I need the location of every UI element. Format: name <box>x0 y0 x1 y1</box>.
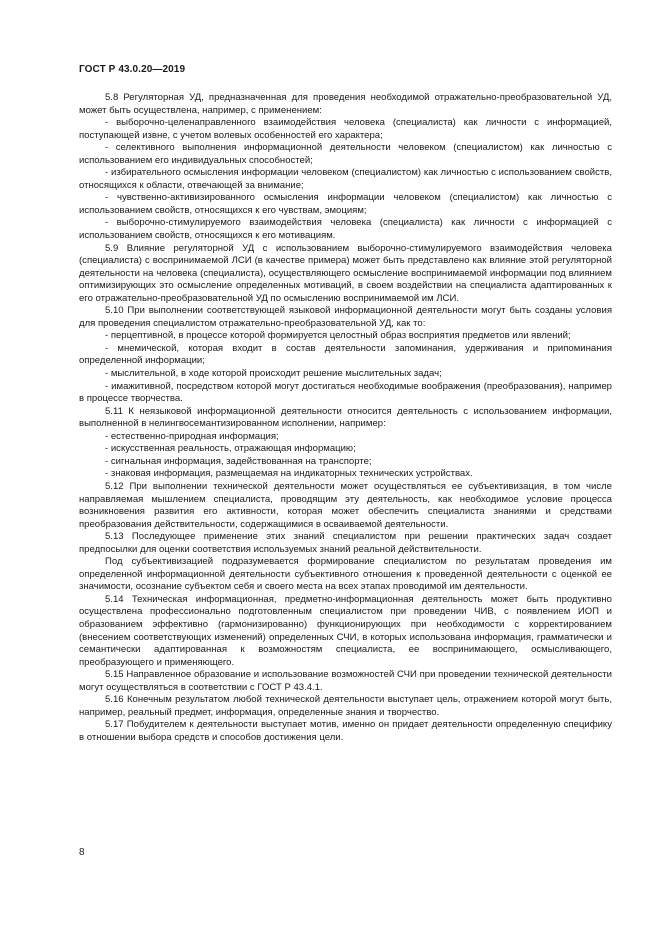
paragraph-5-9: 5.9 Влияние регуляторной УД с использованием выборочно-стимулируемого взаимодействия человека (специалиста) с воспринимаемой ЛСИ (в качестве примера) может быть представлено как влияние этой регуляторной деятельности на человека (специалиста), осуществляющего осмысление воспринимаемой информации под влиянием оптимизирующих это осмысление определенных мотиваций, в своем воздействии на специалиста адаптированных к его отражательно-преобразовательной УД по осмыслению воспринимаемой им ЛСИ. <box>79 242 612 304</box>
list-item: - естественно-природная информация; <box>105 430 279 442</box>
paragraph-subjectivization: Под субъективизацией подразумевается формирование специалистом по результатам проведения им определенной информационной деятельности субъективного отношения к проведенной деятельности с оценкой ее значимости, осознание субъектом себя и своего места на всех этапах проводимой им деятельности. <box>79 556 612 593</box>
list-item: - знаковая информация, размещаемая на индикаторных технических устройствах. <box>105 468 473 480</box>
list-item: - сигнальная информация, задействованная на транспорте; <box>105 455 372 467</box>
list-item: - чувственно-активизированного осмысления информации человеком (специалистом) как личностью с использованием свойств, относящихся к его чувствам, эмоциям; <box>79 192 612 216</box>
list-item: - выборочно-стимулируемого взаимодействия человека (специалиста) как личности с информацией с использованием свойств, относящихся к его мотивациям. <box>79 217 612 242</box>
list-item: - селективного выполнения информационной деятельности человеком (специалистом) как личностью с использованием его индивидуальных способностей; <box>79 142 612 166</box>
page-number: 8 <box>79 847 85 858</box>
list-item: - выборочно-целенаправленного взаимодействия человека (специалиста) как личности с информацией, поступающей извне, с учетом волевых особенностей его характера; <box>79 117 612 141</box>
list-item: - мнемической, которая входит в состав деятельности запоминания, удерживания и припоминания определенной информации; <box>79 342 612 367</box>
document-body <box>79 92 612 744</box>
paragraph-5-10: 5.10 При выполнении соответствующей языковой информационной деятельности могут быть созданы условия для проведения специалистом отражательно-преобразовательной УД, как то: <box>79 305 612 329</box>
paragraph-5-13: 5.13 Последующее применение этих знаний специалистом при решении практических задач создает предпосылки для оценки соответствия используемых знаний реальной действительности. <box>79 531 612 555</box>
paragraph-5-12: 5.12 При выполнении технической деятельности может осуществляться ее субъективизация, в том числе направляемая мышлением специалиста, проводящим эту деятельность, как необходимое условие процесса возникновения развития его активности, которая может обеспечить специалиста знаниями и средствами преобразования действительности, содержащимися в осваиваемой деятельности. <box>79 480 612 530</box>
paragraph-5-15: 5.15 Направленное образование и использование возможностей СЧИ при проведении технической деятельности могут осуществляться в соответствии с ГОСТ Р 43.4.1. <box>79 669 612 693</box>
list-item: - перцептивной, в процессе которой формируется целостный образ восприятия предметов или явлений; <box>105 330 571 342</box>
paragraph-5-14: 5.14 Техническая информационная, предметно-информационная деятельность может быть продуктивно осуществлена профессионально подготовленным специалистом при проведении ЧИВ, с появлением ИОП и образованием эффективно (гармонизированно) функционирующих при необходимости с корректированием (внесением соответствующих изменений) определенных СЧИ, в которых использована информация, грамматически и семантически адаптированная к возможностям специалиста, ее воспринимающего, осмысливающего, преобразующего и применяющего. <box>79 593 612 668</box>
list-item: - искусственная реальность, отражающая информацию; <box>105 443 356 455</box>
list-item: - мыслительной, в ходе которой происходит решение мыслительных задач; <box>105 368 442 380</box>
paragraph-5-17: 5.17 Побудителем к деятельности выступает мотив, именно он придает деятельности определенную специфику в отношении выбора средств и способов достижения цели. <box>79 719 612 743</box>
paragraph-5-8: 5.8 Регуляторная УД, предназначенная для проведения необходимой отражательно-преобразовательной УД, может быть осуществлена, например, с применением: <box>79 92 612 116</box>
paragraph-5-11: 5.11 К неязыковой информационной деятельности относится деятельность с использованием информации, выполненной в нелингвосемантизированном исполнении, например: <box>79 405 612 430</box>
document-header: ГОСТ Р 43.0.20—2019 <box>79 64 186 75</box>
paragraph-5-16: 5.16 Конечным результатом любой технической деятельности выступает цель, отражением которой могут быть, например, реальный предмет, информация, определенные знания и творчество. <box>79 694 612 718</box>
list-item: - имажитивной, посредством которой могут достигаться необходимые воображения (преобразования), например в процессе творчества. <box>79 380 612 405</box>
list-item: - избирательного осмысления информации человеком (специалистом) как личностью с использованием свойств, относящихся к области, отвечающей за внимание; <box>79 167 612 191</box>
